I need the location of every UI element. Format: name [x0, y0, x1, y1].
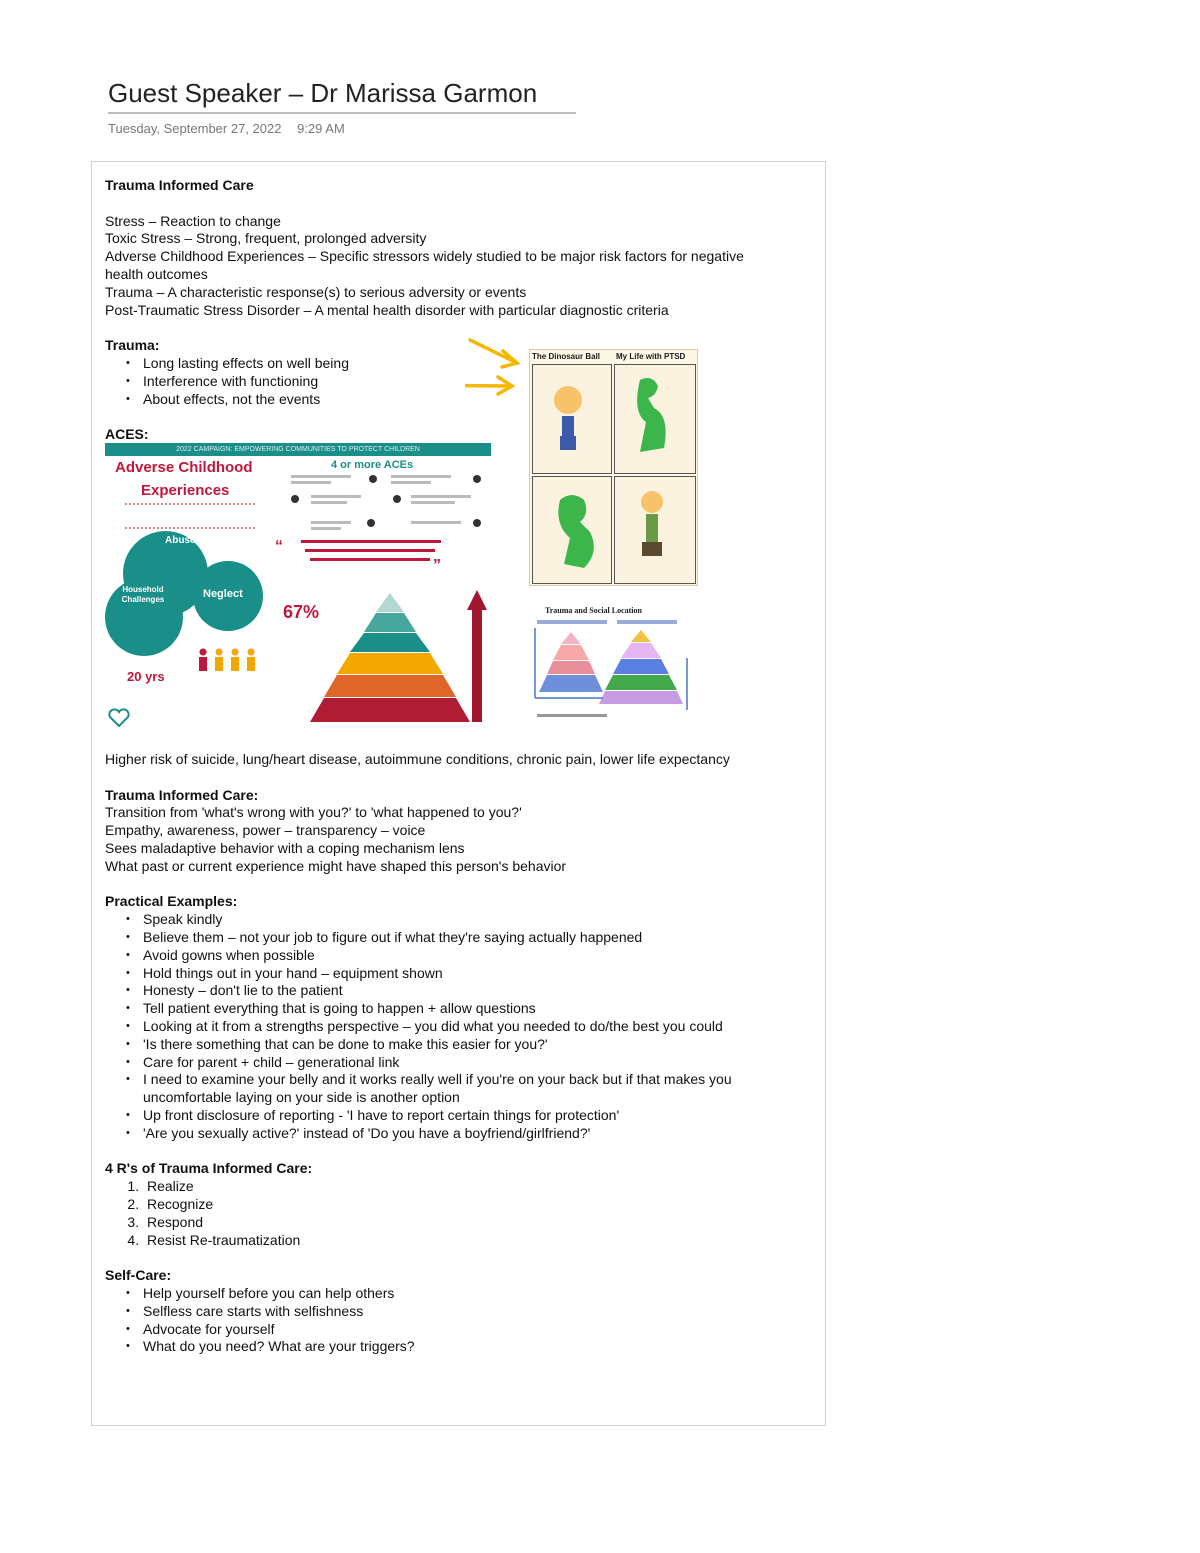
list-item: • Care for parent + child – generational link [143, 1054, 815, 1072]
tic-line: Sees maladaptive behavior with a coping mechanism lens [105, 839, 465, 856]
selfcare-list [105, 1285, 815, 1356]
list-item: 2. Recognize [143, 1196, 815, 1214]
list-item: • Help yourself before you can help others [143, 1285, 815, 1303]
risk-line: Higher risk of suicide, lung/heart disease, autoimmune conditions, chronic pain, lower life expectancy [105, 751, 730, 767]
list-item: • Tell patient everything that is going to happen + allow questions [143, 1000, 815, 1018]
comic-right-title: My Life with PTSD [616, 352, 686, 361]
list-item: • Believe them – not your job to figure out if what they're saying actually happened [143, 929, 815, 947]
four-aces-label: 4 or more ACEs [331, 459, 414, 471]
years-stat: 20 yrs [127, 669, 165, 684]
four-rs-list [105, 1178, 815, 1249]
household-label: Household Challenges [121, 585, 165, 604]
comic-left-title: The Dinosaur Ball [532, 352, 601, 361]
definition-line: Stress – Reaction to change [105, 212, 281, 229]
figure-title: Trauma and Social Location [545, 606, 642, 615]
tic-heading: Trauma Informed Care: [105, 786, 259, 803]
stats-grid [281, 471, 491, 543]
people-icon [197, 648, 262, 678]
abuse-label: Abuse [165, 535, 196, 546]
aces-infographic: 2022 CAMPAIGN: EMPOWERING COMMUNITIES TO PROTECT CHILDREN Adverse Childhood Experiences 4 or more ACEs “ ” Abuse Household Challenges Neglect 67% 20 yrs [105, 443, 491, 730]
infographic-title-1: Adverse Childhood [115, 459, 253, 476]
list-item: • Selfless care starts with selfishness [143, 1303, 815, 1321]
four-rs-heading: 4 R's of Trauma Informed Care: [105, 1160, 313, 1177]
list-item: • Looking at it from a strengths perspective – you did what you needed to do/the best you could [143, 1018, 815, 1036]
trauma-list [105, 355, 815, 408]
list-item: • About effects, not the events [143, 391, 815, 409]
list-item: • 'Is there something that can be done to make this easier for you?' [143, 1036, 815, 1054]
definition-line: Trauma – A characteristic response(s) to serious adversity or events [105, 283, 527, 300]
date-text: Tuesday, September 27, 2022 [108, 121, 282, 136]
definitions-section [105, 177, 815, 444]
practical-list [105, 911, 815, 1142]
percent-stat: 67% [283, 602, 320, 622]
definition-line: health outcomes [105, 265, 208, 282]
list-item: • What do you need? What are your triggers? [143, 1338, 815, 1356]
list-item: • Interference with functioning [143, 373, 815, 391]
list-item: • Up front disclosure of reporting - 'I have to report certain things for protection' [143, 1107, 815, 1125]
definition-line: Adverse Childhood Experiences – Specific stressors widely studied to be major risk factors for negative [105, 248, 744, 265]
list-item: • Long lasting effects on well being [143, 355, 815, 373]
tic-line: Transition from 'what's wrong with you?' to 'what happened to you?' [105, 804, 522, 821]
page-date [108, 121, 357, 136]
list-item: • Honesty – don't lie to the patient [143, 982, 815, 1000]
aces-pyramid [310, 588, 490, 728]
page-title: Guest Speaker – Dr Marissa Garmon [108, 78, 576, 114]
neglect-label: Neglect [203, 588, 243, 600]
dinosaur-icon [530, 350, 697, 585]
list-item: • 'Are you sexually active?' instead of 'Do you have a boyfriend/girlfriend?' [143, 1125, 815, 1143]
list-item: • Avoid gowns when possible [143, 947, 815, 965]
list-item: 4. Resist Re-traumatization [143, 1232, 815, 1250]
tic-line: Empathy, awareness, power – transparency – voice [105, 822, 426, 839]
aces-heading: ACES: [105, 426, 149, 443]
time-text: 9:29 AM [297, 121, 345, 136]
list-item: • Speak kindly [143, 911, 815, 929]
ptsd-comic [529, 349, 698, 586]
selfcare-heading: Self-Care: [105, 1267, 172, 1284]
tic-line: What past or current experience might have shaped this person's behavior [105, 857, 567, 874]
social-location-figure [531, 604, 696, 721]
list-item: 1. Realize [143, 1178, 815, 1196]
infographic-banner: 2022 CAMPAIGN: EMPOWERING COMMUNITIES TO PROTECT CHILDREN [105, 443, 491, 456]
pyramid-chart [531, 618, 696, 720]
heart-logo-icon [107, 708, 131, 728]
section-heading: Trauma Informed Care [105, 177, 254, 193]
list-item: • I need to examine your belly and it works really well if you're on your back but if that makes you uncomfortable laying on your side is another option [143, 1071, 803, 1107]
trauma-heading: Trauma: [105, 337, 160, 354]
infographic-title-2: Experiences [141, 482, 230, 499]
lower-notes [105, 751, 815, 1356]
definition-line: Toxic Stress – Strong, frequent, prolonged adversity [105, 230, 427, 247]
list-item: • Advocate for yourself [143, 1321, 815, 1339]
practical-heading: Practical Examples: [105, 893, 238, 910]
arrow-icon [465, 335, 525, 460]
list-item: • Hold things out in your hand – equipment shown [143, 965, 815, 983]
list-item: 3. Respond [143, 1214, 815, 1232]
definition-line: Post-Traumatic Stress Disorder – A mental health disorder with particular diagnostic criteria [105, 301, 669, 318]
